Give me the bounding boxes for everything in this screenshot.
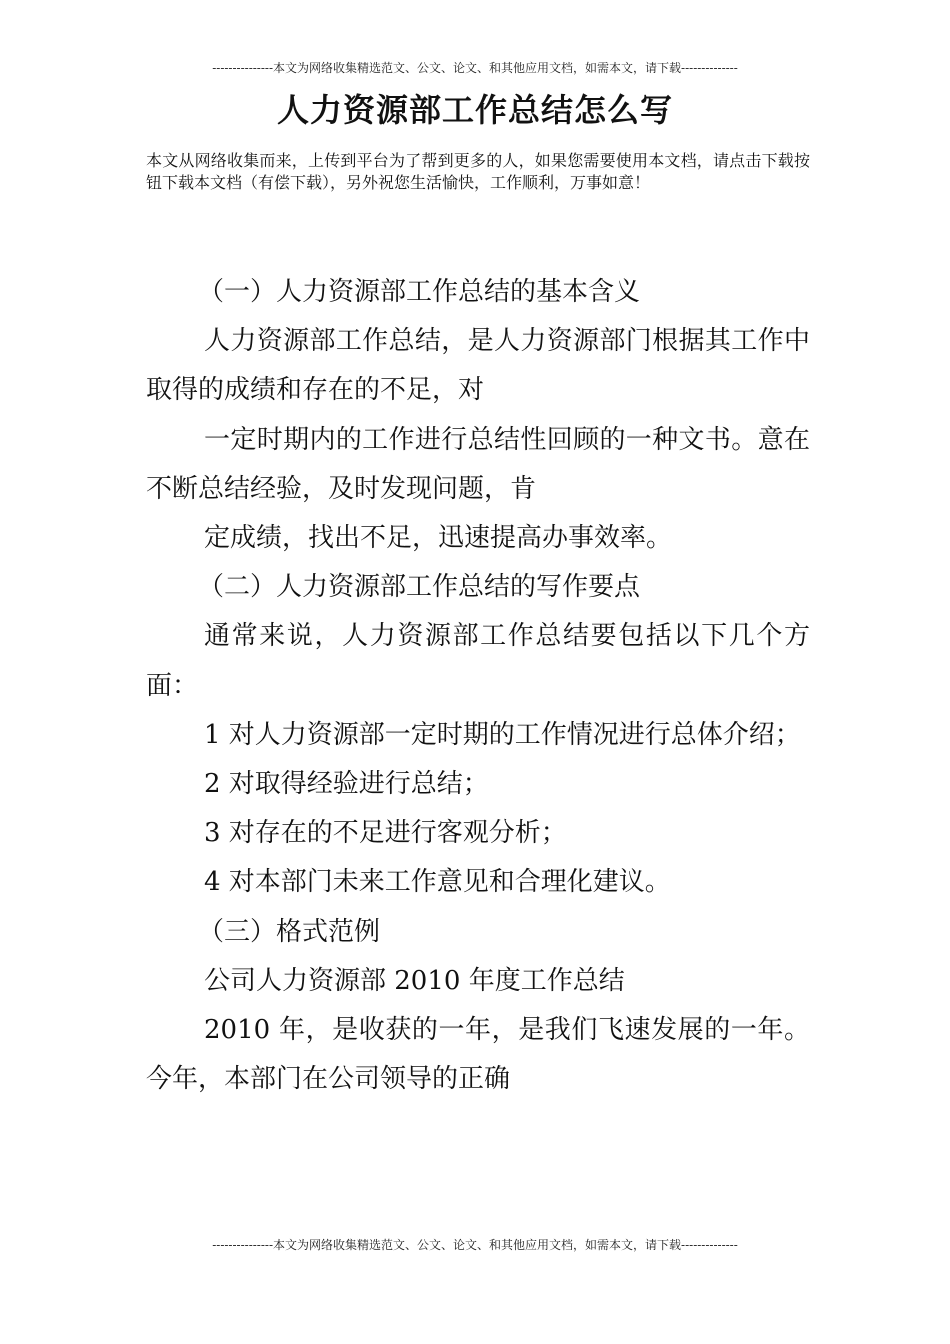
list-item: 4 对本部门未来工作意见和合理化建议。 [204,867,671,898]
section-heading-3: （三）格式范例 [198,916,381,947]
header-banner: ---------------本文为网络收集精选范文、公文、论文、和其他应用文档，如需本文，请下载-------------- [212,61,738,75]
list-item: 2 对取得经验进行总结； [204,769,489,800]
list-item: 1 对人力资源部一定时期的工作情况进行总体介绍； [204,719,801,750]
body-paragraph: 通常来说，人力资源部工作总结要包括以下几个方面： [146,621,810,701]
example-title: 公司人力资源部 2010 年度工作总结 [204,965,625,996]
body-paragraph: 2010 年，是收获的一年，是我们飞速发展的一年。今年，本部门在公司领导的正确 [146,1015,810,1095]
section-heading-1: （一）人力资源部工作总结的基本含义 [198,277,641,307]
body-paragraph: 一定时期内的工作进行总结性回顾的一种文书。意在不断总结经验，及时发现问题，肯 [146,424,810,504]
intro-paragraph: 本文从网络收集而来，上传到平台为了帮到更多的人，如果您需要使用本文档，请点击下载按钮下载本文档（有偿下载），另外祝您生活愉快，工作顺利，万事如意！ [146,151,810,192]
document-title: 人力资源部工作总结怎么写 [276,91,673,129]
body-paragraph: 定成绩，找出不足，迅速提高办事效率。 [204,523,673,554]
list-item: 3 对存在的不足进行客观分析； [204,818,567,849]
section-heading-2: （二）人力资源部工作总结的写作要点 [198,572,641,603]
body-paragraph: 人力资源部工作总结，是人力资源部门根据其工作中取得的成绩和存在的不足，对 [146,326,810,406]
footer-banner: ---------------本文为网络收集精选范文、公文、论文、和其他应用文档，如需本文，请下载-------------- [212,1238,738,1252]
document-body [146,268,810,1104]
